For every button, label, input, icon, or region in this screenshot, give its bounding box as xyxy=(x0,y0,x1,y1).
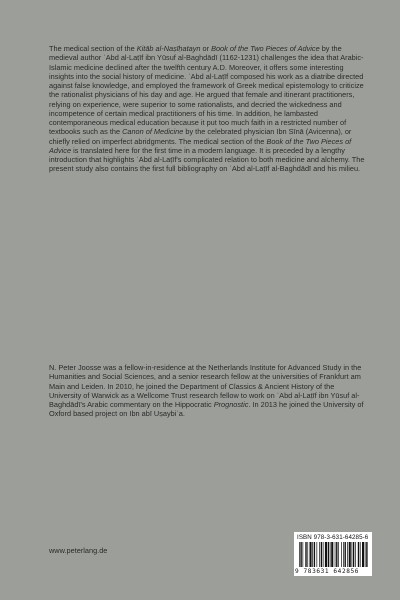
barcode-bar xyxy=(307,542,308,567)
bio-part: N. Peter Joosse was a fellow-in-residence at the Netherlands Institute for Advanced Study in the Humanities and Social Sciences, and a senior research fellow at the universities of Frankfurt am Main and Leiden. In 2010, he joined the Department of Classics & Ancient History of the University of Warwick as a Wellcome Trust research fellow to work on ʿAbd al-Laṭīf ibn Yūsuf al-Baghdādī's Arabic commentary on the Hippocratic xyxy=(49,363,362,409)
isbn-barcode xyxy=(294,532,372,576)
barcode-bar xyxy=(305,542,306,567)
barcode-bar xyxy=(365,542,366,567)
barcode-bar xyxy=(355,542,356,567)
barcode-bar xyxy=(349,542,351,567)
blurb-title-canon: Canon of Medicine xyxy=(122,127,184,137)
barcode-bar xyxy=(341,542,342,567)
blurb-part: or xyxy=(200,44,212,53)
barcode-bar xyxy=(330,542,331,567)
barcode-bar xyxy=(347,542,348,567)
barcode-bar xyxy=(299,542,300,567)
barcode-bar xyxy=(317,542,318,567)
barcode-bars xyxy=(298,542,368,567)
blurb-part: by the celebrated physician Ibn Sīnā (Avicenna), or chiefly relied on imperfect abridgments. The medical section of the xyxy=(49,127,352,146)
barcode-bar xyxy=(360,542,361,567)
barcode-bar xyxy=(345,542,346,567)
barcode-bar xyxy=(358,542,359,567)
blurb-text xyxy=(49,44,367,174)
barcode-bar xyxy=(321,542,322,567)
barcode-bar xyxy=(328,542,329,567)
bio-part: . In 2013 he joined the University of Oxford based project on Ibn abī Uṣaybiʿa. xyxy=(49,400,364,419)
barcode-bar xyxy=(335,542,336,567)
barcode-bar xyxy=(366,542,367,567)
publisher-url[interactable]: www.peterlang.de xyxy=(49,546,108,555)
barcode-bar xyxy=(314,542,315,567)
barcode-bar xyxy=(312,542,313,567)
barcode-bar xyxy=(343,542,344,567)
barcode-digits: 9 783631 642856 xyxy=(295,568,360,575)
blurb-paragraph xyxy=(49,44,367,174)
barcode-bar xyxy=(353,542,354,567)
blurb-title-english-2: Book of the Two Pieces of Advice xyxy=(49,136,352,155)
blurb-part: is translated here for the first time in a modern language. It is preceded by a lengthy introduction that highlights ʿAbd al-Laṭīf's complicated relation to both medicine and alchemy. The present study also contains the first full bibliography on ʿAbd al-Laṭīf al-Baghdādī and his milieu. xyxy=(49,145,365,174)
barcode-bar xyxy=(303,542,304,567)
barcode-bar xyxy=(336,542,337,567)
author-bio xyxy=(49,363,367,419)
blurb-title-english: Book of the Two Pieces of Advice xyxy=(211,44,320,53)
barcode-bar xyxy=(319,542,320,567)
blurb-part: by the medieval author ʿAbd al-Laṭīf ibn Yūsuf al-Baghdādī (1162-1231) challenges the idea that Arabic-Islamic medicine declined after the twelfth century A.D. Moreover, it offers some interesting insights into the social history of medicine. ʿAbd al-Laṭīf composed his work as a diatribe directed against false knowledge, and employed the framework of Greek medical epistemology to criticize the rationalist physicians of his day and age. He argued that female and itinerant practitioners, relying on experience, were superior to some rationalists, and decried the wickedness and incompetence of certain medical practitioners of his time. In addition, he lambasted contemporaneous medical education because it put too much faith in a restricted number of textbooks such as the xyxy=(49,44,364,137)
barcode-bar xyxy=(362,542,364,567)
isbn-label: ISBN 978-3-631-64285-6 xyxy=(297,534,369,541)
barcode-bar xyxy=(323,542,324,567)
barcode-bar xyxy=(338,542,339,567)
bio-paragraph xyxy=(49,363,367,419)
barcode-bar xyxy=(325,542,327,567)
barcode-bar xyxy=(300,542,301,567)
blurb-part: The medical section of the xyxy=(49,44,137,53)
bio-title-prognostic: Prognostic xyxy=(213,400,249,409)
blurb-title-arabic: Kitāb al-Naṣīḥatayn xyxy=(136,44,201,53)
barcode-bar xyxy=(352,542,353,567)
barcode-bar xyxy=(331,542,333,567)
barcode-bar xyxy=(310,542,312,567)
